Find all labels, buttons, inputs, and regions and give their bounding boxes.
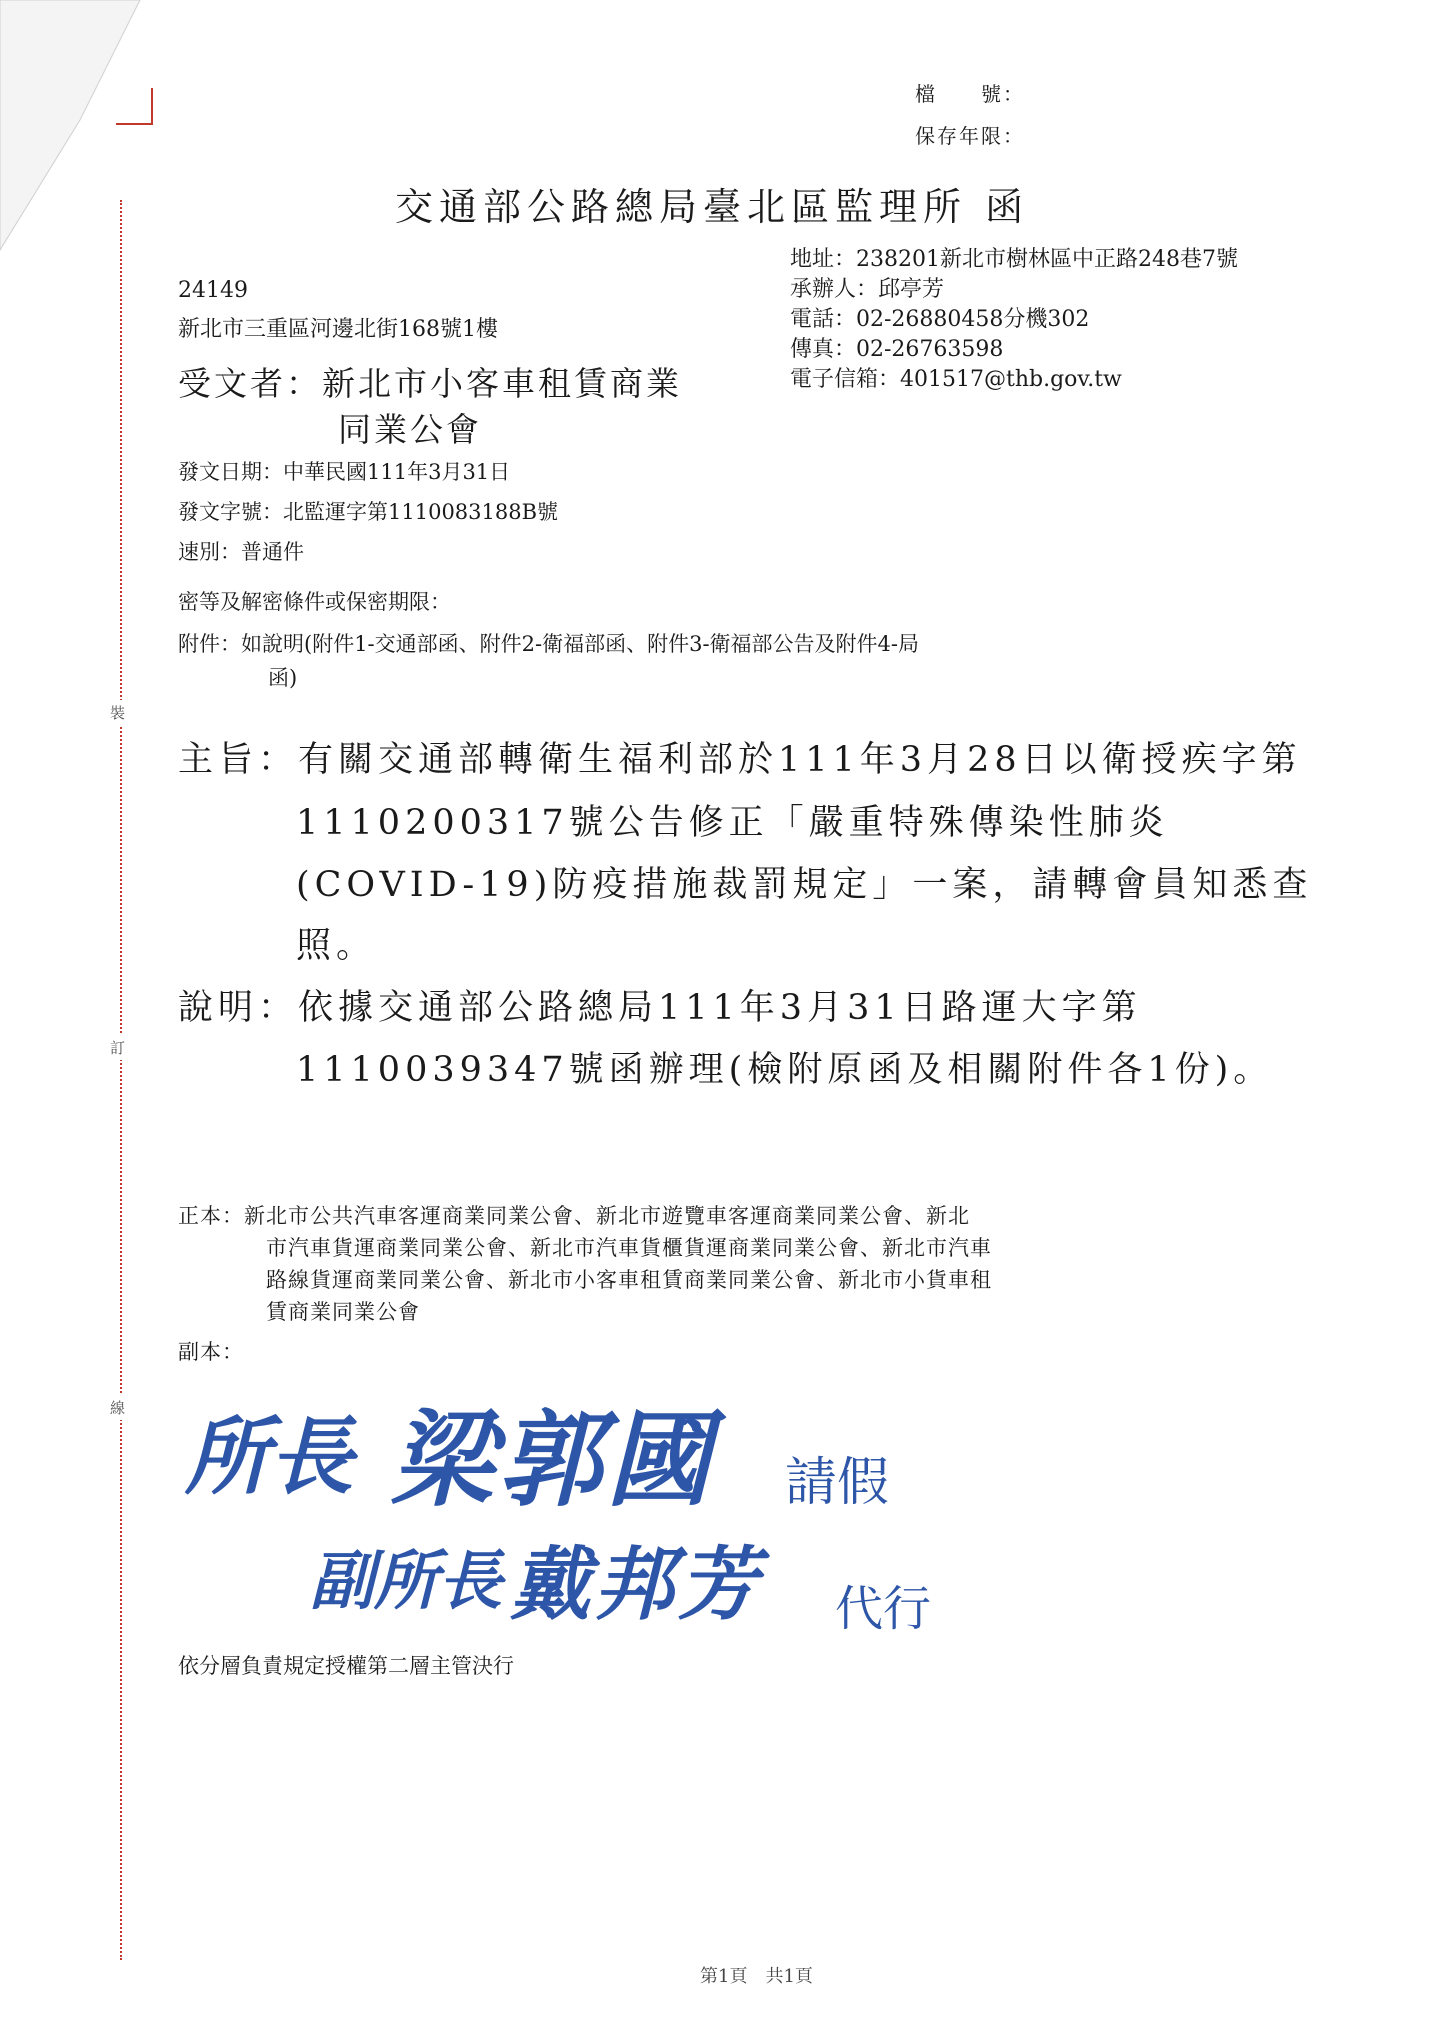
delivery-speed: 速別：普通件: [178, 540, 304, 564]
subject-line-3: (COVID-19)防疫措施裁罰規定」一案，請轉會員知悉查: [296, 865, 1313, 905]
main-recipients-line-4: 賃商業同業公會: [266, 1300, 420, 1324]
page-corner-fold: [0, 0, 170, 260]
retention-period-label: 保存年限：: [915, 124, 1025, 148]
binding-mark-zhuang: 裝: [110, 700, 125, 725]
recipient-line-2: 同業公會: [338, 410, 482, 449]
explanation-line-1: 說明：依據交通部公路總局111年3月31日路運大字第: [178, 988, 1142, 1028]
stamp-note-acting: 代行: [835, 1581, 932, 1637]
subject-line-1: 主旨：有關交通部轉衛生福利部於111年3月28日以衛授疾字第: [178, 740, 1302, 780]
recipient-postal-code: 24149: [178, 278, 248, 303]
stamp-title-director: 所長: [185, 1408, 354, 1506]
sender-email: 電子信箱：401517@thb.gov.tw: [790, 367, 1122, 392]
handler-name: 承辦人：邱亭芳: [790, 277, 945, 302]
recipient-address: 新北市三重區河邊北街168號1樓: [178, 317, 498, 342]
stamp-note-leave: 請假: [785, 1453, 890, 1513]
authorization-note: 依分層負責規定授權第二層主管決行: [178, 1654, 514, 1678]
main-recipients-line-2: 市汽車貨運商業同業公會、新北市汽車貨櫃貨運商業同業公會、新北市汽車: [266, 1236, 992, 1260]
issue-date: 發文日期：中華民國111年3月31日: [178, 460, 511, 484]
sender-phone: 電話：02-26880458分機302: [790, 307, 1090, 332]
stamp-name-deputy: 戴邦芳: [510, 1538, 762, 1631]
main-recipients-line-3: 路線貨運商業同業公會、新北市小客車租賃商業同業公會、新北市小貨車租: [266, 1268, 992, 1292]
main-recipients-line-1: 正本：新北市公共汽車客運商業同業公會、新北市遊覽車客運商業同業公會、新北: [178, 1204, 970, 1228]
binding-mark-ding: 訂: [110, 1035, 125, 1060]
sender-address: 地址：238201新北市樹林區中正路248巷7號: [790, 247, 1238, 272]
subject-line-4: 照。: [296, 926, 377, 966]
page-number: 第1頁 共1頁: [700, 1966, 813, 1987]
binding-line: [120, 200, 122, 1960]
document-title: 交通部公路總局臺北區監理所 函: [395, 185, 1030, 229]
attachments-line-1: 附件：如說明(附件1-交通部函、附件2-衛福部函、附件3-衛福部公告及附件4-局: [178, 632, 920, 656]
recipient-line-1: 受文者：新北市小客車租賃商業: [178, 364, 682, 403]
stamp-name-director: 梁郭國: [390, 1399, 715, 1521]
file-number-label: 檔 號：: [915, 82, 1025, 106]
explanation-line-2: 1110039347號函辦理(檢附原函及相關附件各1份)。: [296, 1050, 1274, 1090]
sender-fax: 傳真：02-26763598: [790, 337, 1004, 362]
attachments-line-2: 函): [268, 666, 298, 690]
secrecy-level: 密等及解密條件或保密期限：: [178, 590, 451, 614]
document-number: 發文字號：北監運字第1110083188B號: [178, 500, 559, 524]
binding-mark-xian: 線: [110, 1395, 125, 1420]
stamp-title-deputy: 副所長: [310, 1545, 502, 1619]
carbon-copy-label: 副本：: [178, 1340, 244, 1364]
subject-line-2: 1110200317號公告修正「嚴重特殊傳染性肺炎: [296, 803, 1169, 843]
